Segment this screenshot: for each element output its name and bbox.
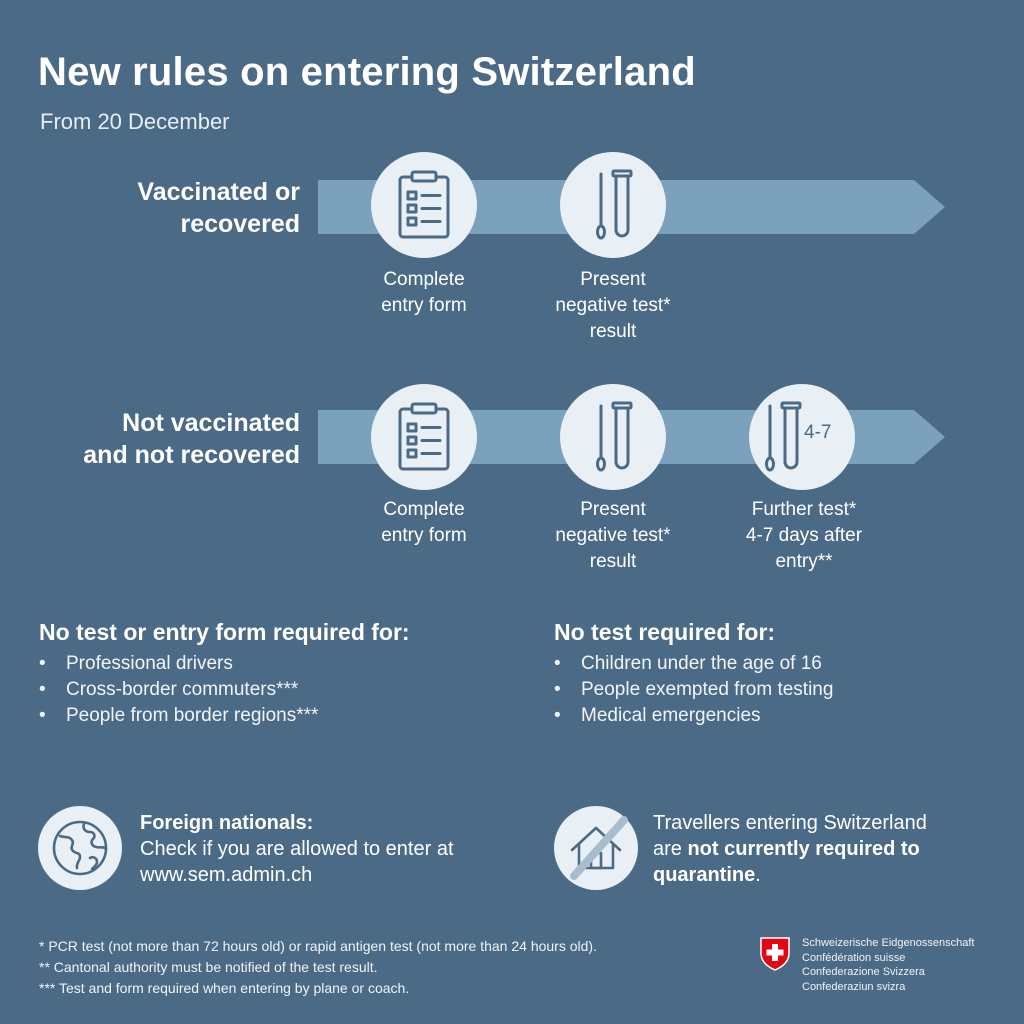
step-label-line: entry form bbox=[381, 295, 467, 316]
federal-line: Confédération suisse bbox=[802, 951, 906, 964]
step-label-line: Further test* bbox=[751, 499, 857, 520]
quarantine-emphasis: quarantine bbox=[653, 864, 756, 886]
federal-line: Confederazione Svizzera bbox=[802, 966, 925, 978]
row-label-not-vaccinated bbox=[0, 407, 300, 471]
sem-link[interactable]: www.sem.admin.ch bbox=[140, 864, 313, 886]
row-label-line: recovered bbox=[180, 210, 300, 238]
no-test-form-heading: No test or entry form required for: bbox=[39, 619, 410, 645]
quarantine-text: . bbox=[755, 864, 761, 886]
step-label bbox=[334, 267, 514, 319]
federal-administration-names bbox=[802, 936, 974, 994]
clipboard-icon bbox=[371, 152, 477, 258]
step-label-line: result bbox=[589, 551, 637, 572]
quarantine-emphasis: not currently required to bbox=[687, 838, 920, 860]
test-tube-icon bbox=[560, 384, 666, 490]
list-item: • Children under the age of 16 bbox=[554, 651, 833, 677]
page-subtitle: From 20 December bbox=[40, 109, 230, 134]
step-label-line: negative test* bbox=[555, 525, 671, 546]
step-label-line: entry** bbox=[775, 551, 833, 572]
list-item: • Medical emergencies bbox=[554, 703, 833, 729]
list-item: • Cross-border commuters*** bbox=[39, 677, 318, 703]
row-label-line: and not recovered bbox=[83, 441, 300, 469]
no-test-list bbox=[554, 651, 833, 729]
foreign-nationals-block bbox=[140, 810, 454, 888]
footnote: * PCR test (not more than 72 hours old) or rapid antigen test (not more than 24 hours old). bbox=[39, 938, 597, 954]
clipboard-icon bbox=[371, 384, 477, 490]
row-label-vaccinated bbox=[0, 176, 300, 240]
footnotes bbox=[39, 936, 597, 999]
footnote: *** Test and form required when entering by plane or coach. bbox=[39, 980, 410, 996]
federal-line: Schweizerische Eidgenossenschaft bbox=[802, 937, 975, 949]
no-quarantine-house-icon bbox=[554, 806, 638, 890]
step-label bbox=[714, 497, 894, 575]
swiss-shield-logo bbox=[760, 937, 790, 971]
federal-line: Confederaziun svizra bbox=[802, 980, 906, 993]
step-label-line: result bbox=[589, 321, 637, 342]
test-tube-icon bbox=[560, 152, 666, 258]
step-label-line: Complete bbox=[383, 499, 465, 520]
step-label-line: negative test* bbox=[555, 295, 671, 316]
list-item: • People from border regions*** bbox=[39, 703, 318, 729]
list-item: • People exempted from testing bbox=[554, 677, 833, 703]
step-label-line: Complete bbox=[383, 269, 465, 290]
row-label-line: Vaccinated or bbox=[137, 178, 300, 206]
foreign-heading: Foreign nationals: bbox=[140, 812, 314, 834]
list-item: • Professional drivers bbox=[39, 651, 318, 677]
footnote: ** Cantonal authority must be notified of the test result. bbox=[39, 959, 378, 975]
step-label bbox=[334, 497, 514, 549]
no-test-heading: No test required for: bbox=[554, 619, 776, 645]
step-label bbox=[523, 497, 703, 575]
row-label-line: Not vaccinated bbox=[122, 409, 300, 437]
test-tube-days-icon bbox=[749, 384, 855, 490]
step-label-line: Present bbox=[580, 269, 646, 290]
globe-icon bbox=[38, 806, 122, 890]
quarantine-line: Travellers entering Switzerland bbox=[653, 812, 927, 834]
days-badge: 4-7 bbox=[804, 422, 832, 443]
step-label-line: 4-7 days after bbox=[745, 525, 863, 546]
no-test-form-list bbox=[39, 651, 318, 729]
step-label-line: entry form bbox=[381, 525, 467, 546]
quarantine-text: are bbox=[653, 838, 688, 860]
quarantine-line bbox=[653, 836, 927, 862]
quarantine-block bbox=[653, 810, 927, 888]
foreign-line: Check if you are allowed to enter at bbox=[140, 838, 454, 860]
page-title: New rules on entering Switzerland bbox=[38, 50, 696, 94]
quarantine-line bbox=[653, 862, 927, 888]
step-label bbox=[523, 267, 703, 345]
step-label-line: Present bbox=[580, 499, 646, 520]
